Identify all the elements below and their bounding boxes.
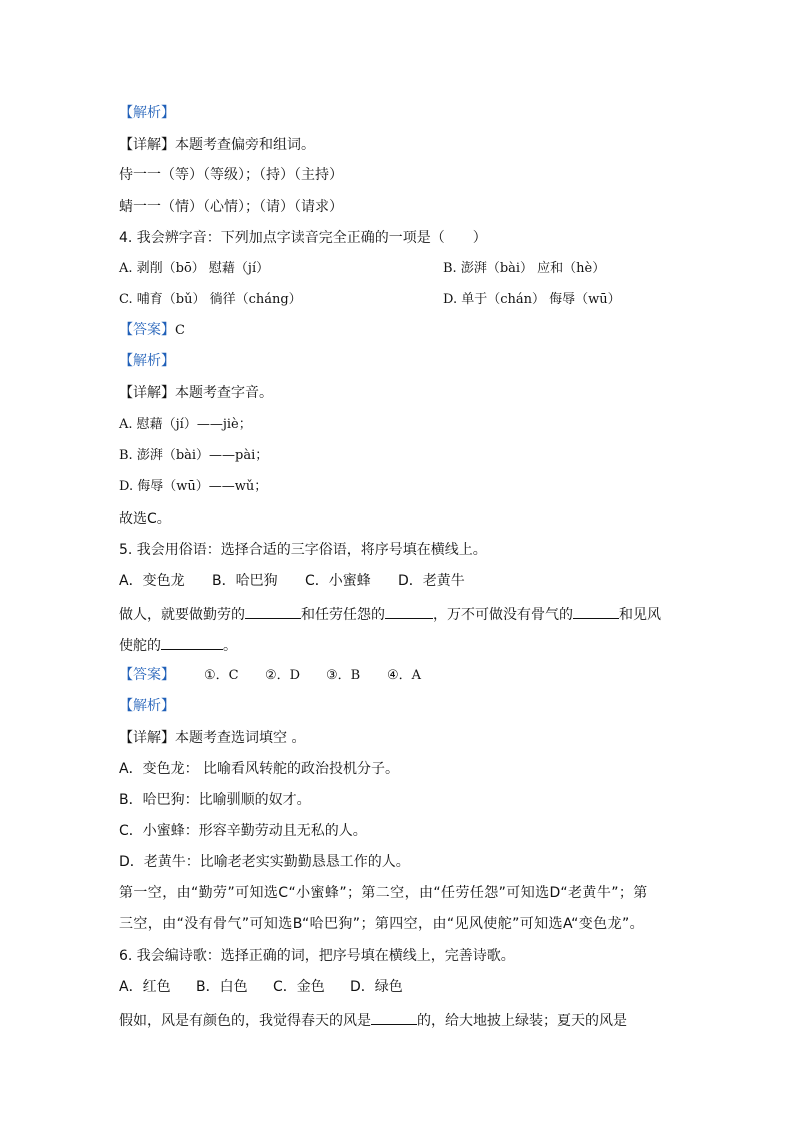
jiexi-heading-1: 【解析】 [119, 105, 175, 121]
fill-blank-4[interactable] [161, 635, 223, 650]
q4-option-a: A. 剥削（bō） 慰藉（jí） [119, 261, 270, 276]
q5-option-a: A．变色龙 [119, 573, 185, 589]
q5-option-b: B．哈巴狗 [212, 573, 278, 589]
xiangjie-text-5: 本题考查选词填空 。 [175, 730, 306, 746]
q5-sent-part-3: ，万不可做没有骨气的 [433, 607, 573, 623]
fill-blank-3[interactable] [573, 604, 619, 619]
xiangjie-line-1 [119, 136, 315, 154]
q5-explain-d: D．老黄牛：比喻老老实实勤勤恳恳工作的人。 [119, 854, 410, 870]
q5-analysis-line-1: 第一空，由“勤劳”可知选C“小蜜蜂”；第二空，由“任劳任怨”可知选D“老黄牛”；第 [119, 885, 648, 901]
answer-value-4: C [175, 323, 185, 338]
xiangjie-text-4: 本题考查字音。 [175, 385, 273, 401]
answer-value-5-4: ④．A [387, 668, 422, 683]
q4-explain-d: D. 侮辱（wū）——wǔ； [119, 479, 268, 494]
q5-analysis-line-2: 三空，由“没有骨气”可知选B“哈巴狗”；第四空，由“见风使舵”可知选A“变色龙”。 [119, 916, 645, 932]
xiangjie-text-1: 本题考查偏旁和组词。 [175, 137, 315, 153]
q5-sent-part-6: 。 [223, 638, 237, 654]
q5-explain-c: C．小蜜蜂：形容辛勤劳动且无私的人。 [119, 823, 367, 839]
q5-options [119, 572, 465, 590]
q5-sent-part-5: 使舵的 [119, 638, 161, 654]
jiexi-heading-4: 【解析】 [119, 353, 175, 369]
q5-sent-part-2: 和任劳任怨的 [301, 607, 385, 623]
q5-stem: 5. 我会用俗语：选择合适的三字俗语，将序号填在横线上。 [119, 542, 487, 558]
q6-options [119, 978, 403, 996]
answer-value-5-1: ①．C [204, 668, 239, 683]
q4-explain-a: A. 慰藉（jí）——jiè； [119, 417, 252, 432]
q6-option-c: C．金色 [273, 979, 325, 995]
q4-option-b: B. 澎湃（bài） 应和（hè） [443, 261, 606, 276]
answer-tag-4: 【答案】 [119, 322, 175, 338]
q6-sent-part-2: 的，给大地披上绿装；夏天的风是 [417, 1013, 627, 1029]
qing-line: 蜻一一（情）（心情）；（请）（请求） [119, 199, 343, 215]
q5-sent-part-1: 做人，就要做勤劳的 [119, 607, 245, 623]
q5-explain-a: A．变色龙： 比喻看风转舵的政治投机分子。 [119, 761, 400, 777]
q6-option-a: A．红色 [119, 979, 171, 995]
q4-option-c: C. 哺育（bǔ） 徜徉（cháng） [119, 292, 302, 307]
q6-sentence-line-1 [119, 1010, 627, 1030]
shi-line: 侍一一（等）（等级）；（持）（主持） [119, 167, 343, 183]
q5-explain-b: B．哈巴狗：比喻驯顺的奴才。 [119, 792, 311, 808]
q4-option-d: D. 单于（chán） 侮辱（wū） [443, 292, 621, 307]
xiangjie-tag-5: 【详解】 [119, 730, 175, 746]
q5-option-d: D．老黄牛 [398, 573, 465, 589]
q4-stem: 4. 我会辨字音：下列加点字读音完全正确的一项是（ ） [119, 230, 487, 246]
answer-tag-5: 【答案】 [119, 667, 175, 683]
jiexi-heading-5: 【解析】 [119, 698, 175, 714]
answer-line-5 [119, 666, 421, 685]
q5-sentence-line-2 [119, 635, 237, 655]
answer-line-4 [119, 321, 185, 340]
q5-sentence-line-1 [119, 604, 661, 624]
xiangjie-line-4 [119, 384, 273, 402]
xiangjie-tag-1: 【详解】 [119, 137, 175, 153]
q6-stem: 6. 我会编诗歌：选择正确的词，把序号填在横线上，完善诗歌。 [119, 948, 515, 964]
q5-option-c: C．小蜜蜂 [305, 573, 371, 589]
answer-value-5-2: ②．D [265, 668, 301, 683]
fill-blank-q6-1[interactable] [371, 1010, 417, 1025]
xiangjie-tag-4: 【详解】 [119, 385, 175, 401]
q6-sent-part-1: 假如，风是有颜色的，我觉得春天的风是 [119, 1013, 371, 1029]
q5-sent-part-4: 和见风 [619, 607, 661, 623]
answer-value-5-3: ③．B [326, 668, 361, 683]
q6-option-b: B．白色 [196, 979, 248, 995]
q6-option-d: D．绿色 [350, 979, 403, 995]
fill-blank-1[interactable] [245, 604, 301, 619]
q4-conclusion: 故选C。 [119, 511, 171, 527]
q4-explain-b: B. 澎湃（bài）——pài； [119, 448, 269, 463]
fill-blank-2[interactable] [385, 604, 433, 619]
xiangjie-line-5 [119, 729, 305, 747]
